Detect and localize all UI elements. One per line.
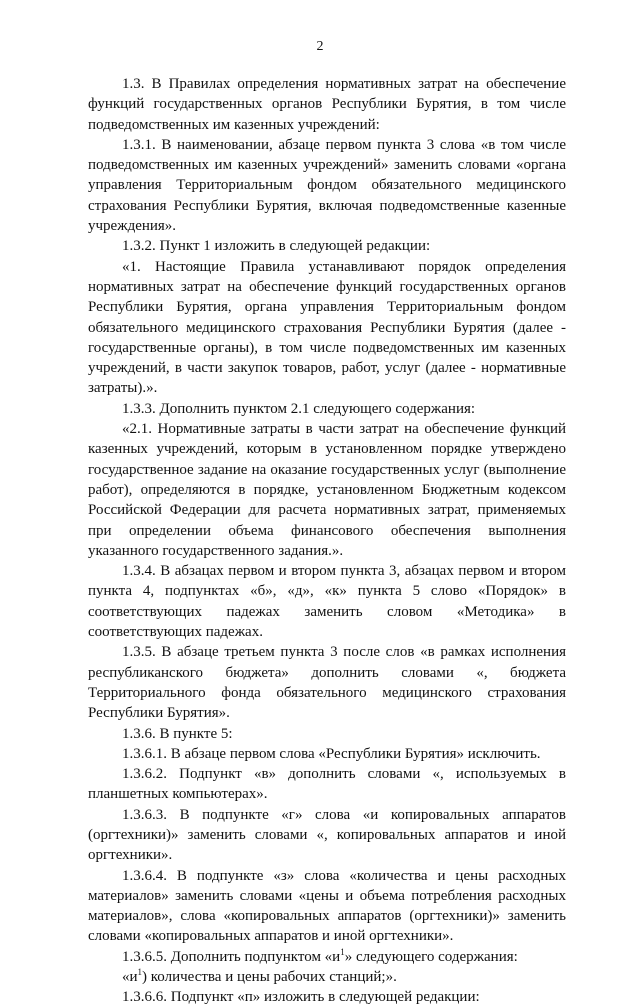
paragraph-quote-2-1: «2.1. Нормативные затраты в части затрат на обеспечение функций казенных учреждений, которым в установленном порядке утверждено государственное задание на оказание государственных услуг (выполнение работ), определяются в порядке, установленном Бюджетным кодексом Российской Федерации для расчета нормативных затрат, применяемых при определении объема финансового обеспечения выполнения указанного государственного задания.». <box>88 421 566 559</box>
paragraph-1-3-1: 1.3.1. В наименовании, абзаце первом пункта 3 слова «в том числе подведомственных им казенных учреждений» заменить словами «органа управления Территориальным фондом обязательного медицинского страхования Республики Бурятия, включая подведомственные казенные учреждения». <box>88 136 566 235</box>
p15-superscript: 1 <box>137 967 143 978</box>
p14-after: » следующего содержания: <box>344 948 518 965</box>
p14-superscript: 1 <box>340 946 345 957</box>
paragraph-1-3-6: 1.3.6. В пункте 5: <box>122 725 233 742</box>
paragraph-1-3-2: 1.3.2. Пункт 1 изложить в следующей редакции: <box>122 238 431 255</box>
paragraph-1-3-6-6: 1.3.6.6. Подпункт «п» изложить в следующей редакции: <box>122 989 480 1006</box>
paragraph-1-3: 1.3. В Правилах определения нормативных затрат на обеспечение функций государственных органов Республики Бурятия, в том числе подведомственных им казенных учреждений: <box>88 76 566 133</box>
paragraph-1-3-6-5 <box>88 947 566 967</box>
p14-before: 1.3.6.5. Дополнить подпунктом «и <box>122 948 341 965</box>
paragraph-1-3-6-1: 1.3.6.1. В абзаце первом слова «Республики Бурятия» исключить. <box>122 745 541 762</box>
paragraph-1-3-6-3: 1.3.6.3. В подпункте «г» слова «и копировальных аппаратов (оргтехники)» заменить словами «, копировальных аппаратов и иной оргтехники». <box>88 806 566 864</box>
document-body <box>88 74 566 1008</box>
p15-before: «и <box>122 969 138 986</box>
page-number: 2 <box>316 39 324 54</box>
paragraph-1-3-5: 1.3.5. В абзаце третьем пункта 3 после слов «в рамках исполнения республиканского бюджета» дополнить словами «, бюджета Территориального фонда обязательного медицинского страхования Республики Бурятия». <box>88 644 566 722</box>
paragraph-quote-i1 <box>88 967 566 987</box>
paragraph-1-3-4: 1.3.4. В абзацах первом и втором пункта 3, абзацах первом и втором пункта 4, подпунктах «б», «д», «к» пункта 5 слово «Порядок» в соответствующих падежах заменить словом «Методика» в соответствующих падежах. <box>88 563 566 641</box>
p15-after: ) количества и цены рабочих станций;». <box>142 969 397 986</box>
paragraph-quote-1: «1. Настоящие Правила устанавливают порядок определения нормативных затрат на обеспечение функций государственных органов Республики Бурятия, органа управления Территориальным фондом обязательного медицинского страхования Республики Бурятия (далее - государственные органы), в том числе подведомственных им казенных учреждений, в части закупок товаров, работ, услуг (далее - нормативные затраты).». <box>88 258 566 397</box>
paragraph-1-3-6-2: 1.3.6.2. Подпункт «в» дополнить словами «, используемых в планшетных компьютерах». <box>88 766 566 803</box>
paragraph-1-3-3: 1.3.3. Дополнить пунктом 2.1 следующего содержания: <box>122 400 476 417</box>
paragraph-1-3-6-4: 1.3.6.4. В подпункте «з» слова «количества и цены расходных материалов» заменить словами «цены и объема потребления расходных материалов», слова «копировальных аппаратов (оргтехники)» заменить словами «копировальных аппаратов и иной оргтехники». <box>88 867 566 945</box>
